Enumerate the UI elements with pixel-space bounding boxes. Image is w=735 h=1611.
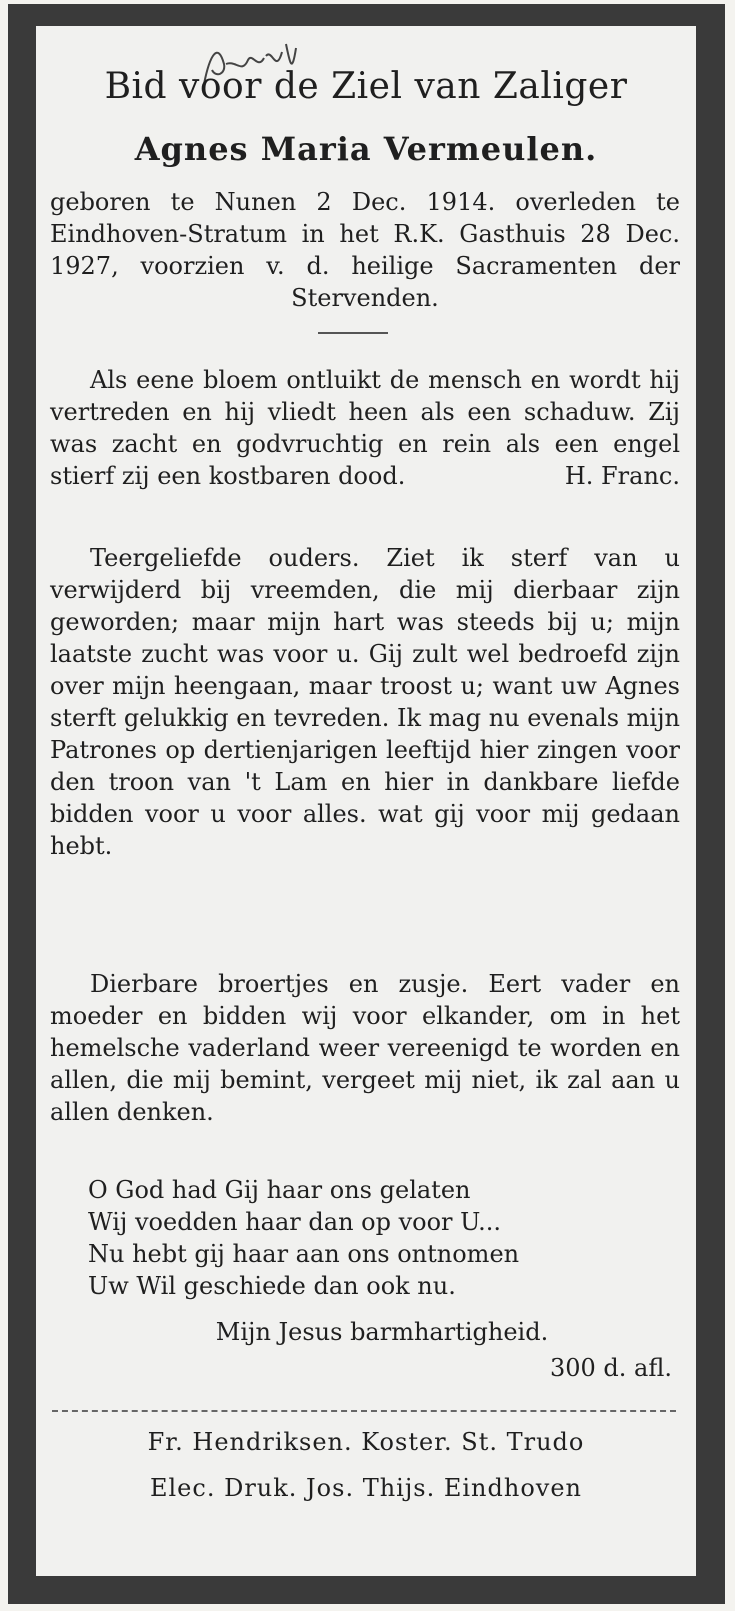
verse-line: Wij voedden haar dan op voor U... xyxy=(88,1208,502,1236)
footer-printer: Elec. Druk. Jos. Thijs. Eindhoven xyxy=(149,1474,582,1502)
deceased-name: Agnes Maria Vermeulen. xyxy=(134,130,598,168)
quote-attribution: H. Franc. xyxy=(564,462,680,490)
short-divider xyxy=(318,332,388,334)
paragraph-quote xyxy=(50,364,680,492)
paragraph-parents: Teergeliefde ouders. Ziet ik sterf van u verwijderd bij vreemden, die mij dierbaar zijn geworden; maar mijn hart was steeds bij u; mijn laatste zucht was voor u. Gij zult wel bedroefd zijn over mijn heengaan, maar troost u; want uw Agnes sterft gelukkig en tevreden. Ik mag nu evenals mijn Patrones op dertienjarigen leeftijd hier zingen voor den troon van 't Lam en hier in dankbare liefde bidden voor u voor alles. wat gij voor mij gedaan hebt. xyxy=(50,544,680,860)
paragraph-siblings: Dierbare broertjes en zusje. Eert vader en moeder en bidden wij voor elkander, om in het hemelsche vaderland weer vereenigd te worden en allen, die mij bemint, vergeet mij niet, ik zal aan u allen denken. xyxy=(50,970,680,1126)
quote-text: Als eene bloem ontluikt de mensch en wordt hij vertreden en hij vliedt heen als een schaduw. Zij was zacht en godvruchtig en rein als een engel stierf zij een kostbaren dood. xyxy=(50,366,680,490)
footer-sexton: Fr. Hendriksen. Koster. St. Trudo xyxy=(147,1428,585,1456)
indulgence-line: 300 d. afl. xyxy=(549,1354,672,1382)
card-paper xyxy=(36,26,696,1576)
verse-block xyxy=(88,1174,678,1302)
verse-line: Uw Wil geschiede dan ook nu. xyxy=(88,1272,456,1300)
biography-text: geboren te Nunen 2 Dec. 1914. overleden te Eindhoven-Stratum in het R.K. Gasthuis 28 Dec. 1927, voorzien v. d. heilige Sacramenten der Stervenden. xyxy=(50,188,680,312)
prayer-line: Mijn Jesus barmhartigheid. xyxy=(215,1318,549,1346)
memorial-card xyxy=(8,4,725,1604)
footer-divider xyxy=(52,1410,676,1412)
card-title: Bid voor de Ziel van Zaliger xyxy=(104,66,628,107)
verse-line: Nu hebt gij haar aan ons ontnomen xyxy=(88,1240,520,1268)
verse-line: O God had Gij haar ons gelaten xyxy=(88,1176,471,1204)
